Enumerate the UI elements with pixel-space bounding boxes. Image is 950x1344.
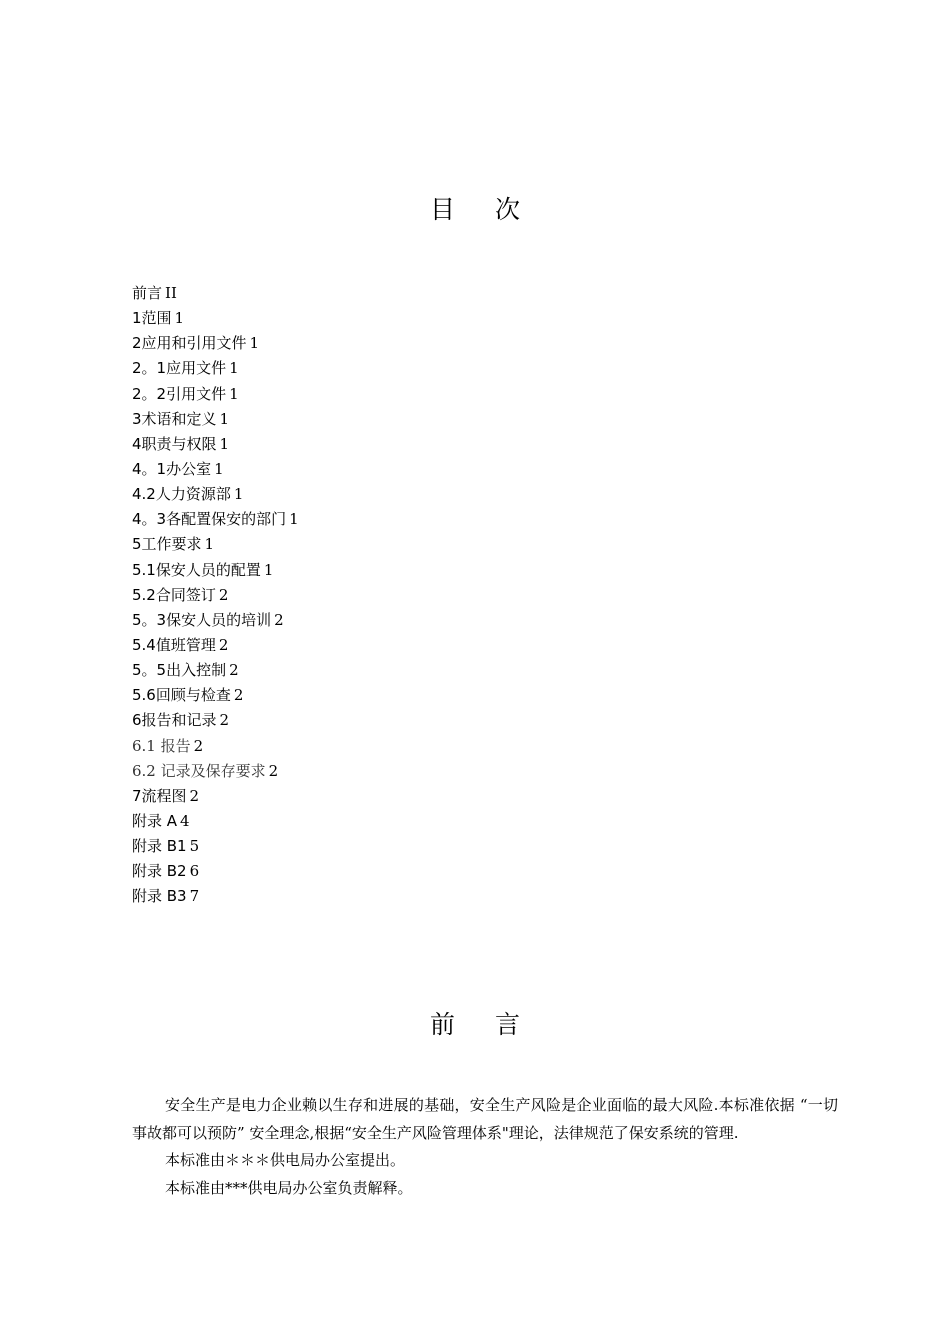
toc-item-page: II [165, 284, 177, 302]
toc-item-label: 5。5出入控制 [132, 661, 227, 680]
toc-item[interactable] [132, 407, 299, 432]
toc-item-label: 2。2引用文件 [132, 384, 227, 403]
toc-item-label: 5.1保安人员的配置 [132, 560, 261, 579]
preface-paragraph: 本标准由***供电局办公室负责解释。 [165, 1178, 413, 1197]
toc-item[interactable] [132, 331, 299, 356]
toc-item-label: 6.2 记录及保存要求 [132, 761, 266, 780]
toc-item-label: 2应用和引用文件 [132, 334, 247, 353]
toc-item-page: 2 [233, 686, 244, 705]
toc-title: 目次 [429, 195, 560, 224]
toc-item-label: 7流程图 [132, 786, 187, 805]
toc-item-page: 2 [229, 661, 239, 680]
toc-item-label: 5工作要求 [132, 535, 202, 554]
toc-item[interactable] [132, 281, 299, 306]
toc-item[interactable] [132, 784, 299, 809]
toc-item-page: 1 [219, 409, 230, 428]
toc-item[interactable] [132, 432, 299, 457]
toc-item-page: 2 [218, 585, 229, 604]
toc-item[interactable] [132, 382, 299, 407]
toc-item-label: 4。3各配置保安的部门 [132, 510, 287, 529]
toc-item-page: 7 [189, 887, 200, 906]
toc-item-label: 5.2合同签订 [132, 585, 216, 604]
toc-item-label: 3术语和定义 [132, 409, 217, 428]
toc-item-label: 5.6回顾与检查 [132, 686, 231, 705]
toc-item[interactable] [132, 558, 299, 583]
toc-item-page: 1 [204, 535, 215, 554]
toc-item[interactable] [132, 482, 299, 507]
toc-item-label: 6报告和记录 [132, 711, 217, 730]
preface-body [132, 1092, 838, 1202]
toc-item-page: 1 [249, 334, 260, 353]
toc-item-label: 4。1办公室 [132, 459, 212, 478]
toc-item-page: 1 [229, 359, 239, 378]
toc-item-page: 2 [218, 635, 229, 654]
toc-item[interactable] [132, 583, 299, 608]
toc-item-page: 2 [274, 610, 284, 629]
toc-item-page: 4 [180, 811, 190, 830]
toc-item[interactable] [132, 884, 299, 909]
toc-item-page: 1 [219, 434, 230, 453]
preface-paragraph: 本标准由＊＊＊供电局办公室提出。 [165, 1151, 406, 1169]
toc-item[interactable] [132, 834, 299, 859]
toc-item-label: 前言 [132, 284, 163, 302]
toc-item-page: 2 [219, 711, 230, 730]
toc-item-page: 6 [189, 862, 200, 881]
toc-item-label: 附录 B3 [132, 887, 187, 906]
toc-item[interactable] [132, 658, 299, 683]
toc-item[interactable] [132, 532, 299, 557]
toc-item[interactable] [132, 306, 299, 331]
toc-item-label: 2。1应用文件 [132, 359, 227, 378]
toc-item-page: 2 [189, 786, 200, 805]
toc-item-label: 1范围 [132, 309, 172, 328]
preface-title: 前言 [429, 1010, 560, 1039]
toc-item-label: 5。3保安人员的培训 [132, 610, 272, 629]
toc-item-page: 1 [263, 560, 274, 579]
toc-item-page: 1 [174, 309, 185, 328]
toc-item-label: 4职责与权限 [132, 434, 217, 453]
toc-item[interactable] [132, 633, 299, 658]
toc-item-page: 1 [229, 384, 239, 403]
toc-item-label: 5.4值班管理 [132, 635, 216, 654]
toc-item-label: 4.2人力资源部 [132, 485, 231, 504]
toc-item[interactable] [132, 734, 299, 759]
toc-item-label: 附录 A [132, 811, 178, 830]
toc-item-label: 6.1 报告 [132, 736, 191, 755]
toc-item-label: 附录 B2 [132, 862, 187, 881]
toc-item-page: 1 [214, 459, 224, 478]
preface-paragraph: 安全生产是电力企业赖以生存和进展的基础，安全生产风险是企业面临的最大风险.本标准依据 “一切事故都可以预防” 安全理念,根据“安全生产风险管理体系"理论，法律规范了保安系统的管理. [132, 1096, 838, 1142]
toc-item[interactable] [132, 809, 299, 834]
toc-item[interactable] [132, 457, 299, 482]
toc-item-page: 2 [268, 761, 279, 780]
toc-item-page: 5 [189, 837, 200, 856]
toc-item[interactable] [132, 708, 299, 733]
toc-item[interactable] [132, 759, 299, 784]
toc-item[interactable] [132, 608, 299, 633]
toc-item[interactable] [132, 683, 299, 708]
toc-item-label: 附录 B1 [132, 837, 187, 856]
toc-item[interactable] [132, 507, 299, 532]
toc-list [132, 281, 299, 910]
toc-item[interactable] [132, 356, 299, 381]
toc-item-page: 2 [193, 736, 204, 755]
toc-item-page: 1 [289, 510, 299, 529]
toc-item-page: 1 [233, 485, 244, 504]
toc-item[interactable] [132, 859, 299, 884]
